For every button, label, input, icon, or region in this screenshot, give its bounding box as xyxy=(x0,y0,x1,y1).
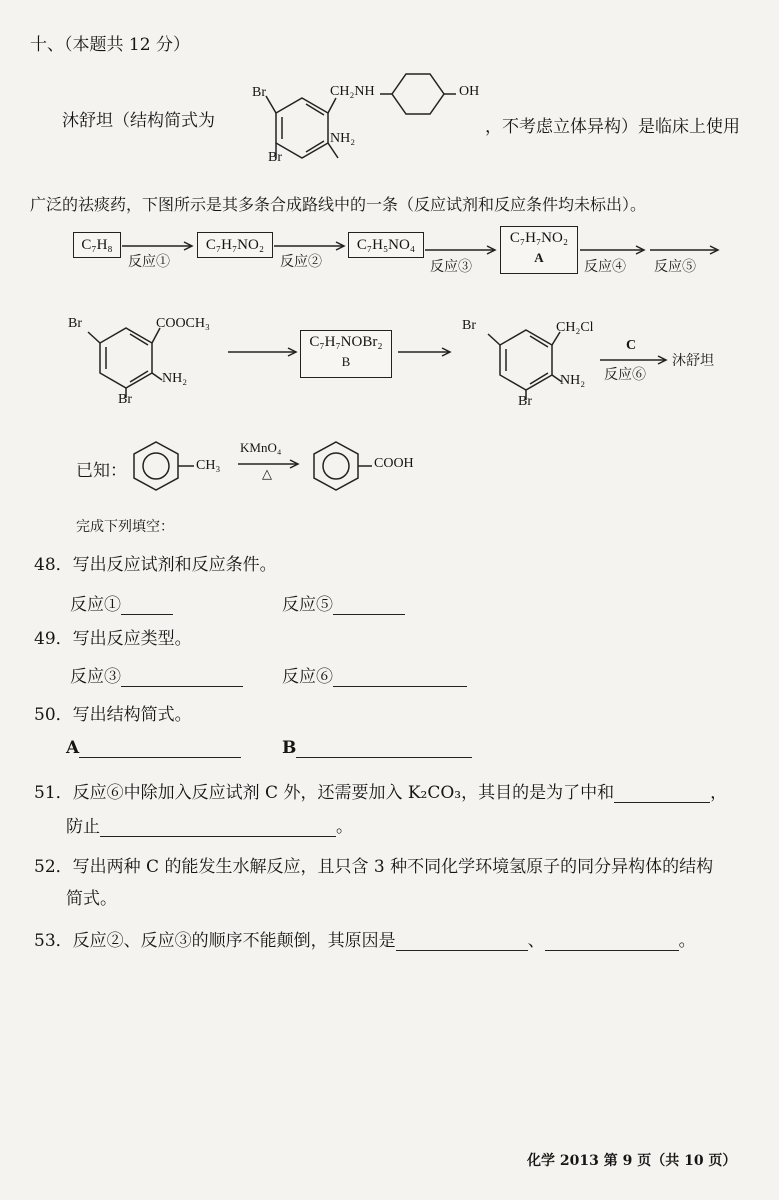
box-b-formula: C₇H₇NOBr₂ xyxy=(309,334,383,350)
q50-label-b: B xyxy=(282,738,297,758)
intro-text-1b: ，不考虑立体异构）是临床上使用 xyxy=(485,117,740,137)
q53-blank-b[interactable] xyxy=(545,934,679,951)
q49-line-a xyxy=(70,662,243,687)
label-r3: 反应③ xyxy=(430,259,472,275)
q49-blank-b[interactable] xyxy=(333,670,467,687)
chloride-br-bottom: Br xyxy=(518,394,532,409)
arrow-to-chloride xyxy=(398,350,454,360)
q50-blank-b[interactable] xyxy=(296,741,472,758)
q48-line-a xyxy=(70,590,173,615)
q49: 49．写出反应类型。 xyxy=(34,629,192,649)
box-c7h7no2-1: C₇H₇NO₂ xyxy=(197,232,273,258)
chloride-nh2: NH₂ xyxy=(560,373,586,388)
q52-line1: 52．写出两种 C 的能发生水解反应，且只含 3 种不同化学环境氢原子的同分异构体的结构 xyxy=(34,857,714,877)
q48: 48．写出反应试剂和反应条件。 xyxy=(34,555,277,575)
q51-text-b: 防止 xyxy=(66,817,100,837)
section-title: 十、（本题共 12 分） xyxy=(30,35,190,55)
known-label: 已知： xyxy=(76,461,127,481)
q50-line-a xyxy=(66,738,241,758)
q53-blank-a[interactable] xyxy=(396,934,528,951)
ambroxol-br-bottom: Br xyxy=(268,150,282,165)
known-reagent: KMnO₄ xyxy=(240,440,282,455)
known-cond: △ xyxy=(262,466,272,481)
box-c7h8: C₇H₈ xyxy=(73,232,121,258)
ambroxol-ch2nh: CH₂NH xyxy=(330,84,375,99)
chloride-ch2cl: CH₂Cl xyxy=(556,320,594,335)
box-a xyxy=(500,226,578,274)
box-c7h5no4: C₇H₅NO₄ xyxy=(348,232,424,258)
label-r4: 反应④ xyxy=(584,259,626,275)
fill-prompt: 完成下列填空： xyxy=(76,519,174,535)
ester-br-bottom: Br xyxy=(118,392,132,407)
toluene-ch3: CH₃ xyxy=(196,458,221,473)
q51-text-a: 51．反应⑥中除加入反应试剂 C 外，还需要加入 K₂CO₃，其目的是为了中和 xyxy=(34,783,615,803)
ester-br-top: Br xyxy=(68,316,82,331)
q49-line-b xyxy=(282,662,467,687)
q50-blank-a[interactable] xyxy=(79,741,241,758)
q51-line1: 51．反应⑥中除加入反应试剂 C 外，还需要加入 K₂CO₃，其目的是为了中和 ， xyxy=(34,783,728,803)
q48-blank-b[interactable] xyxy=(333,598,405,615)
q48-label-a: 反应① xyxy=(70,595,121,615)
chloride-br-top: Br xyxy=(462,318,476,333)
box-a-label: A xyxy=(534,250,544,265)
q48-label-b: 反应⑤ xyxy=(282,595,333,615)
ester-nh2: NH₂ xyxy=(162,371,188,386)
page-footer: 化学 2013 第 9 页（共 10 页） xyxy=(527,1153,737,1169)
ambroxol-nh2: NH₂ xyxy=(330,131,356,146)
q49-label-a: 反应③ xyxy=(70,667,121,687)
label-r1: 反应① xyxy=(128,254,170,270)
box-b xyxy=(300,330,392,378)
q49-blank-a[interactable] xyxy=(121,670,243,687)
q51-blank-a[interactable] xyxy=(614,786,710,803)
q48-line-b xyxy=(282,590,405,615)
q50-label-a: A xyxy=(66,738,80,758)
intro-text-1a: 沐舒坦（结构简式为 xyxy=(62,111,215,131)
benzoic-cooh: COOH xyxy=(374,456,414,471)
label-r6: 反应⑥ xyxy=(604,367,646,383)
box-a-formula: C₇H₇NO₂ xyxy=(509,230,569,246)
q49-label-b: 反应⑥ xyxy=(282,667,333,687)
q51-line2: 防止 。 xyxy=(66,817,353,837)
q52-line2: 简式。 xyxy=(66,889,117,909)
label-r5: 反应⑤ xyxy=(654,259,696,275)
q51-blank-b[interactable] xyxy=(100,820,336,837)
intro-text-2: 广泛的祛痰药，下图所示是其多条合成路线中的一条（反应试剂和反应条件均未标出）。 xyxy=(30,195,647,214)
q53-text: 53．反应②、反应③的顺序不能颠倒，其原因是 xyxy=(34,931,396,951)
arrow-to-b xyxy=(228,350,300,360)
product-ambroxol: 沐舒坦 xyxy=(672,353,714,369)
q53-line: 53．反应②、反应③的顺序不能颠倒，其原因是 、 。 xyxy=(34,931,696,951)
reagent-c: C xyxy=(626,338,637,353)
ambroxol-br-top: Br xyxy=(252,85,266,100)
q50-line-b xyxy=(282,738,472,758)
ester-cooch3: COOCH₃ xyxy=(156,316,210,331)
ambroxol-oh: OH xyxy=(459,84,480,99)
label-r2: 反应② xyxy=(280,254,322,270)
q48-blank-a[interactable] xyxy=(121,598,173,615)
q53-sep: 、 xyxy=(527,931,545,951)
q50: 50．写出结构简式。 xyxy=(34,705,192,725)
box-b-label: B xyxy=(341,354,351,369)
